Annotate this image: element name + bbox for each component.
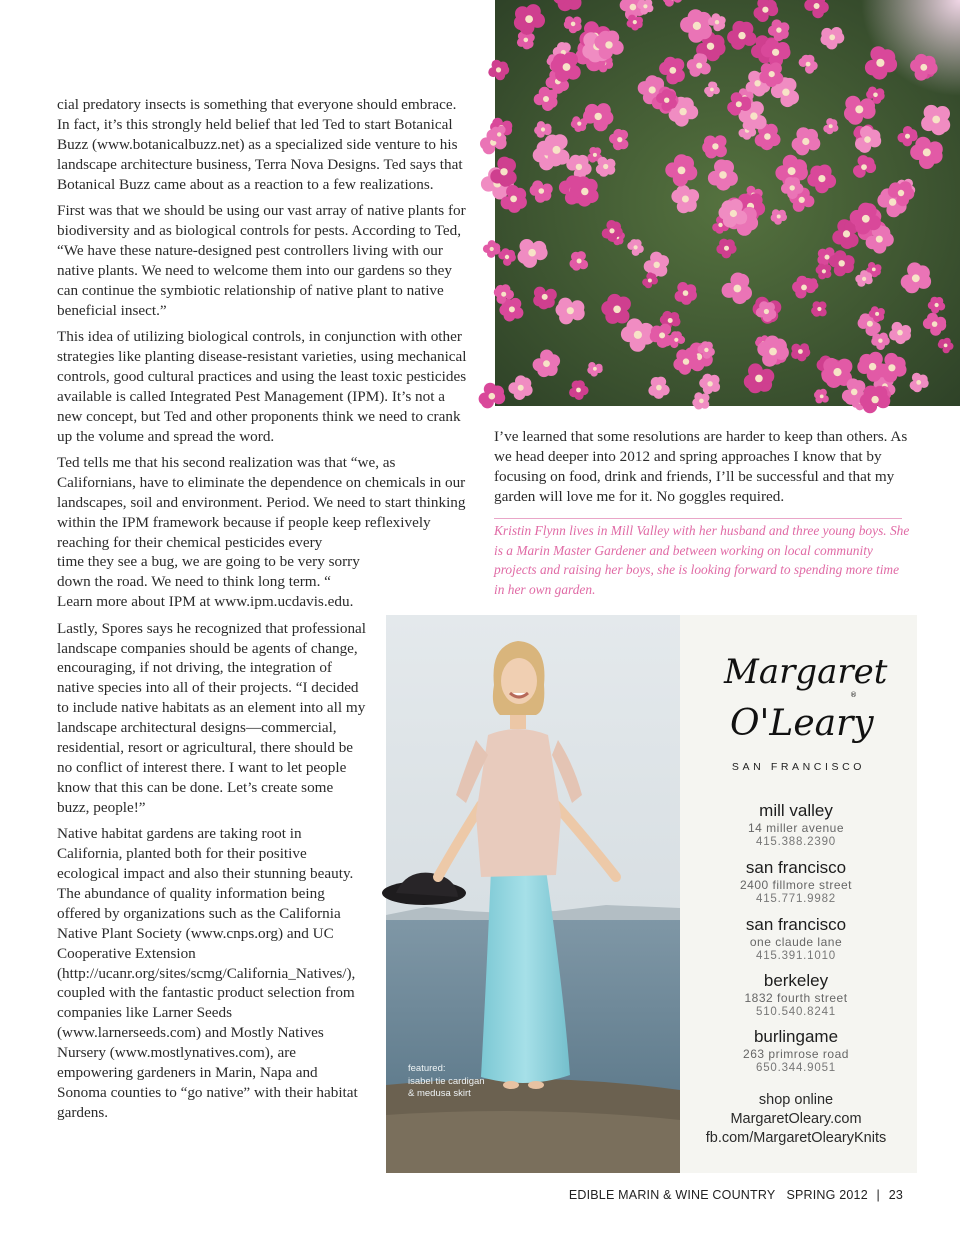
- flower-floret: [811, 301, 827, 317]
- closing-paragraph: I’ve learned that some resolutions are harder to keep than others. As we head deeper into 2012 and spring approaches I know that by focusing on food, drink and friends, I’ll be successful and that my garden will love me for it. No goggles required.: [494, 428, 908, 505]
- article-paragraph: Ted tells me that his second realization was that “we, as Californians, have to eliminate the dependence on chemicals in our landscapes, soil and environment. Period. We need to start thinking within the IPM framework because if people keep reflexively reaching for their chemical pesticides every: [57, 453, 466, 551]
- store-phone: 510.540.8241: [756, 1006, 836, 1018]
- shop-online-label: shop online: [758, 1092, 834, 1108]
- caption-line: & medusa skirt: [408, 1088, 471, 1099]
- store-location: [680, 1027, 912, 1075]
- store-location: [680, 801, 912, 849]
- svg-text:®: ®: [850, 691, 857, 699]
- facebook-link[interactable]: fb.com/MargaretOlearyKnits: [705, 1130, 887, 1146]
- flower-floret: [570, 251, 589, 271]
- article-paragraph: First was that we should be using our vast array of native plants for biodiversity and as biological controls for pests. According to Ted, “We have these nature-designed pest controllers living with our native plants. We need to welcome them into our gardens so they can continue the symbiotic relationship of native plant to native beneficial insect.”: [57, 202, 466, 319]
- publication-name: EDIBLE MARIN & WINE COUNTRY: [568, 1188, 776, 1202]
- caption-line: featured:: [408, 1063, 446, 1074]
- ad-city-label: SAN FRANCISCO: [731, 761, 866, 773]
- flower-floret: [860, 386, 891, 414]
- flower-illustration: [495, 0, 960, 406]
- footer-separator: |: [876, 1188, 880, 1202]
- store-name: san francisco: [745, 858, 847, 877]
- store-location: [680, 915, 912, 963]
- store-address: 263 primrose road: [743, 1047, 849, 1061]
- yarrow-flowers-photo: [495, 0, 960, 406]
- store-address: 1832 fourth street: [744, 991, 848, 1005]
- margaret-oleary-advertisement: [386, 615, 917, 1173]
- svg-text:O'Leary: O'Leary: [730, 703, 874, 744]
- shop-online-block: [680, 1091, 912, 1148]
- store-location: [680, 858, 912, 906]
- article-paragraph: This idea of utilizing biological controls, in conjunction with other strategies like planting disease-resistant varieties, using mechanical controls, good cultural practices and using the least toxic pesticides available is called Integrated Pest Management (IPM). It’s not a new concept, but Ted and other proponents think we need to crank up the volume and spread the word.: [57, 327, 467, 445]
- svg-text:Margaret: Margaret: [724, 652, 888, 692]
- flower-floret: [490, 157, 516, 187]
- ad-caption: [408, 1063, 528, 1101]
- article-paragraph: cial predatory insects is something that everyone should embrace. In fact, it’s this strongly held belief that led Ted to start Botanical Buzz (www.botanicalbuzz.net) as a specialized side venture to his landscape architecture business, Terra Nova Designs. Ted says that Botanical Buzz came about as a reaction to a few realizations.: [57, 96, 463, 193]
- article-paragraph: time they see a bug, we are going to be very sorry down the road. We need to think long term. “ Learn more about IPM at www.ipm.ucdavis.edu.: [57, 553, 360, 611]
- caption-line: isabel tie cardigan: [408, 1075, 485, 1087]
- store-name: san francisco: [745, 915, 847, 934]
- flower-floret: [702, 135, 727, 158]
- store-name: berkeley: [763, 971, 829, 990]
- margaret-oleary-logo: [720, 637, 888, 747]
- store-name: mill valley: [759, 801, 833, 820]
- store-phone: 415.771.9982: [756, 893, 836, 905]
- store-address: 2400 fillmore street: [739, 878, 853, 892]
- article-paragraph: Native habitat gardens are taking root in California, planted both for their positive ecological impact and also their stunning beauty. The abundance of quality information being offered by organizations such as the California Native Plant Society (www.cnps.org) and UC Cooperative Extension (http://ucanr.org/sites/scmg/California_Natives/), coupled with the fantastic product selection from companies like Larner Seeds (www.larnerseeds.com) and Mostly Natives Nursery (www.mostlynatives.com), are empowering gardeners in Marin, Napa and Sonoma counties to “go native” with their habitat gardens.: [57, 825, 358, 1121]
- article-paragraph: Lastly, Spores says he recognized that professional landscape companies should be agents of change, encouraging, if not driving, the integration of native species into all of their projects. “I decided to include native habitats as an element into all my landscape architectural designs—commercial, residential, resort or agricultural, there should be no conflict of interest there. I want to let people know that this can be done. Let’s create some buzz, people!”: [57, 619, 367, 816]
- flower-floret: [596, 157, 616, 177]
- store-address: one claude lane: [749, 935, 843, 949]
- store-name: burlingame: [753, 1027, 839, 1046]
- ad-model-photo: [386, 615, 680, 1173]
- ad-store-panel: [680, 615, 917, 1173]
- flower-floret: [692, 392, 709, 409]
- store-phone: 415.391.1010: [756, 950, 836, 962]
- issue-label: SPRING 2012: [786, 1188, 868, 1202]
- bio-divider: [494, 518, 902, 519]
- store-location: [680, 971, 912, 1019]
- author-bio: Kristin Flynn lives in Mill Valley with her husband and three young boys. She is a Marin Master Gardener and between working on local community projects and raising her boys, she is looking forward to spending more time in her own garden.: [494, 523, 910, 598]
- store-address: 14 miller avenue: [747, 821, 845, 835]
- store-phone: 650.344.9051: [756, 1062, 836, 1074]
- page-footer: [569, 1188, 903, 1202]
- article-closing: [494, 427, 912, 507]
- website-link[interactable]: MargaretOleary.com: [730, 1111, 862, 1127]
- page-number: 23: [888, 1188, 903, 1202]
- store-phone: 415.388.2390: [756, 836, 836, 848]
